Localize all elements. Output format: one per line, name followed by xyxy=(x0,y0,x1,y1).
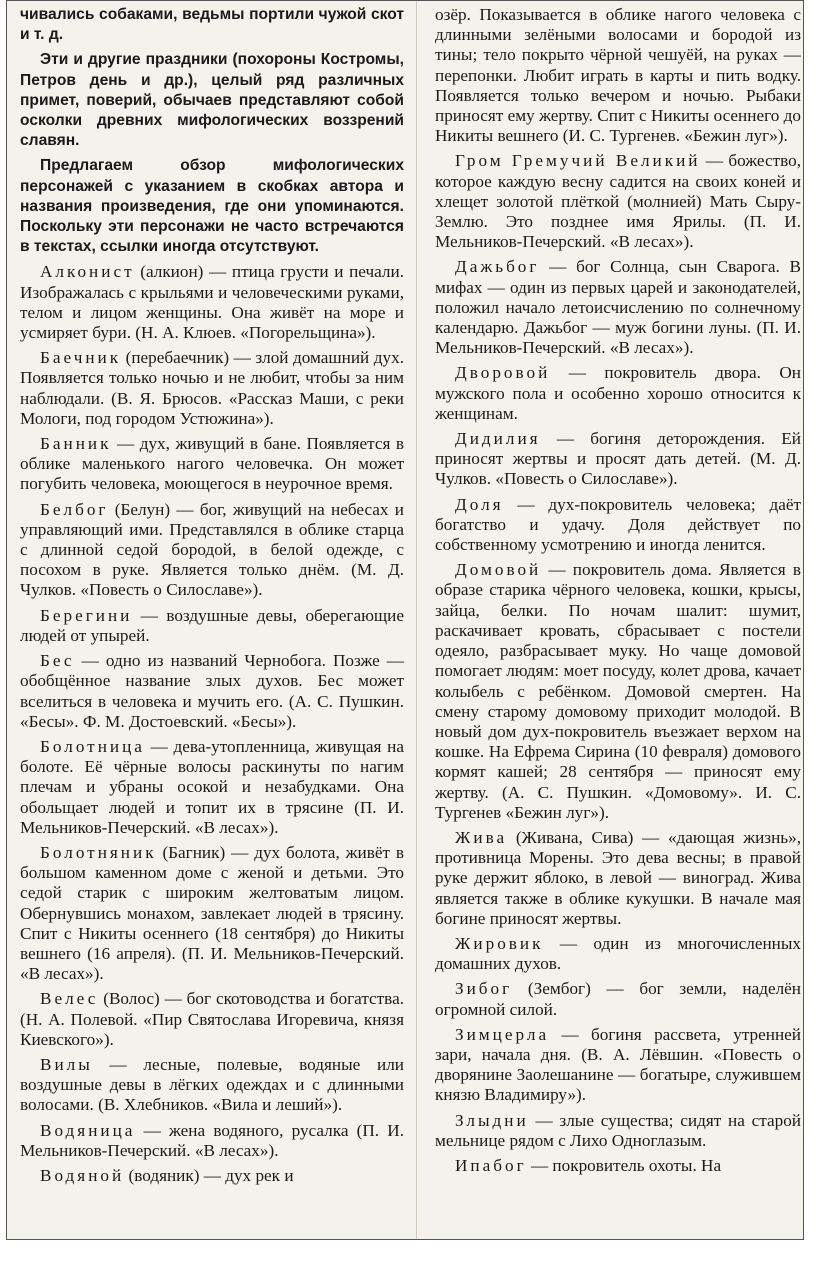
entry-text: — лесные, полевые, водяные или воздушные девы в лёгких одеждах и с длинными волосами. (В. Хлебников. «Вила и леший»). xyxy=(20,1054,404,1115)
entry-text: (Живана, Сива) — «дающая жизнь», противница Морены. Это дева весны; в правой руке держит яблоко, в левой — виноград. Жива является также в облике кукушки. В начале мая богине приносят жертвы. xyxy=(435,827,801,928)
intro-paragraph-2: Предлагаем обзор мифологических персонажей с указанием в скобках автора и названия произведения, где они упоминаются. Поскольку эти персонажи не часто встречаются в текстах, ссылки иногда отсутствуют. xyxy=(20,157,404,256)
entry-bolotnyanik xyxy=(20,843,404,984)
entry-term: Домовой xyxy=(455,560,542,580)
entry-dvorovoy xyxy=(435,363,801,424)
left-column xyxy=(20,5,404,1237)
entry-domovoy xyxy=(435,560,801,823)
entry-text: — покровитель дома. Является в образе старика чёрного человека, кошки, крысы, зайца, белки. По ночам шалит: шумит, раскачивает кровать, сбрасывает с постели одеяло, разбрасывает муку. Но чаще домовой помогает людям: моет посуду, колет дрова, качает колыбель с ребёнком. Домовой смертен. На смену старому домовому приходит молодой. В новый дом дух-покровитель въезжает верхом на кошке. На Ефрема Сирина (10 февраля) домового кормят кашей; 28 сентября — приносят ему жертву. (А. С. Пушкин. «Домовому». И. С. Тургенев «Бежин луг»). xyxy=(435,560,801,822)
entry-text: — воздушные девы, оберегающие людей от упырей. xyxy=(20,605,404,645)
entry-belbog xyxy=(20,500,404,601)
entry-term: Дворовой xyxy=(455,363,551,383)
entry-text: — дух-покровитель человека; даёт богатство и удачу. Доля действует по собственному усмотрению и иногда ленится. xyxy=(435,494,801,555)
entry-term: Дажьбог xyxy=(455,257,540,277)
entry-term: Дидилия xyxy=(455,429,541,449)
entry-term: Бес xyxy=(40,651,75,671)
entry-text: (Белун) — бог, живущий на небесах и управляющий ими. Представлялся в облике старца с длинной седой бородой, в белой одежде, с посохом в руке. Является только днём. (М. Д. Чулков. «Повесть о Силославе»). xyxy=(20,499,404,600)
entry-text: — один из многочисленных домашних духов. xyxy=(435,933,801,974)
entry-term: Велес xyxy=(40,989,99,1009)
intro-continuation: чивались собаками, ведьмы портили чужой скот и т. д. xyxy=(20,6,404,44)
vodyanoy-continuation: озёр. Показывается в облике нагого человека с длинными зелёными волосами и бородой из тины; тело покрыто чёрной чешуёй, на руках — перепонки. Любит играть в карты и пить водку. Появляется только вечером и ночью. Рыбаки приносят ему жертву. Спит с Никиты осеннего до Никиты вешнего (И. С. Тургенев. «Бежин луг»). xyxy=(435,5,801,146)
entry-term: Гром Гремучий Великий xyxy=(455,151,701,171)
entry-term: Болотняник xyxy=(40,842,157,862)
right-column xyxy=(435,5,801,1237)
entry-grom xyxy=(435,151,801,252)
entry-text: — богиня деторождения. Ей приносят жертвы и просят дать детей. (М. Д. Чулков. «Повесть о Силославе»). xyxy=(435,429,801,489)
entry-bes xyxy=(20,651,404,732)
entry-text: (Волос) — бог скотоводства и богатства. (Н. А. Полевой. «Пир Святослава Игоревича, князя Киевского»). xyxy=(20,989,404,1049)
entry-ipabog xyxy=(435,1156,801,1176)
entry-dazhbog xyxy=(435,257,801,358)
entry-text: (перебаечник) — злой домашний дух. Появляется только ночью и не любит, чтобы за ним наблюдали. (В. Я. Брюсов. «Рассказ Маши, с реки Мологи, под городом Устюжина»). xyxy=(20,348,404,428)
entry-term: Болотница xyxy=(40,736,145,756)
entry-veles xyxy=(20,989,404,1050)
entry-text: — злые существа; сидят на старой мельнице рядом с Лихо Одноглазым. xyxy=(435,1110,801,1150)
entry-term: Алконист xyxy=(40,262,135,282)
entry-text: — дух, живущий в бане. Появляется в облике маленького нагого человечка. Он может погубить человека, моющегося в неурочное время. xyxy=(20,434,404,494)
entry-dolya xyxy=(435,495,801,556)
bottom-margin xyxy=(0,1240,816,1283)
entry-vodyanoy xyxy=(20,1166,404,1186)
entry-zhirovik xyxy=(435,934,801,974)
entry-term: Жива xyxy=(455,827,508,847)
entry-text: (водяник) — дух рек и xyxy=(124,1165,294,1185)
entry-zimtserla xyxy=(435,1025,801,1106)
entry-text: — богиня рассвета, утренней зари, начала дня. (В. А. Лёвшин. «Повесть о дворянине Заолешанине — богатыре, служившем князю Владимиру»). xyxy=(435,1024,801,1105)
entry-alkonist xyxy=(20,262,404,343)
entry-beregini xyxy=(20,606,404,646)
entry-term: Водяница xyxy=(40,1120,136,1140)
column-divider xyxy=(416,1,417,1240)
entry-zlydni xyxy=(435,1111,801,1151)
entry-didiliya xyxy=(435,429,801,490)
intro-paragraph-1: Эти и другие праздники (похороны Костромы, Петров день и др.), целый ряд различных примет, поверий, обычаев представляют собой осколки древних мифологических воззрений славян. xyxy=(20,51,404,150)
entry-text: — жена водяного, русалка (П. И. Мельников-Печерский. «В лесах»). xyxy=(20,1120,404,1160)
entry-term: Ипабог xyxy=(455,1155,527,1175)
entry-text: (Багник) — дух болота, живёт в большом каменном доме с женой и детьми. Это седой старик с широким желтоватым лицом. Обернувшись монахом, завлекает людей в трясину. Спит с Никиты осеннего (18 сентября) до Никиты вешнего (16 апреля). (П. И. Мельников-Печерский. «В лесах»). xyxy=(20,842,404,984)
entry-term: Водяной xyxy=(40,1165,125,1185)
entry-term: Зибог xyxy=(455,979,513,999)
entry-zhiva xyxy=(435,828,801,929)
entry-zibog xyxy=(435,979,801,1019)
entry-term: Злыдни xyxy=(455,1110,529,1130)
entry-term: Доля xyxy=(455,494,504,514)
entry-term: Вилы xyxy=(40,1054,93,1074)
entry-bannik xyxy=(20,434,404,495)
entry-baechnik xyxy=(20,348,404,429)
entry-term: Жировик xyxy=(455,933,544,953)
entry-bolotnitsa xyxy=(20,737,404,838)
entry-text: (Зембог) — бог земли, наделён огромной силой. xyxy=(435,979,801,1019)
entry-term: Баечник xyxy=(40,348,122,368)
entry-term: Зимцерла xyxy=(455,1024,550,1044)
entry-text: — бог Солнца, сын Сварога. В мифах — один из первых царей и законодателей, положил начало летоисчислению по солнечному календарю. Дажьбог — муж богини луны. (П. И. Мельников-Печерский. «В лесах»). xyxy=(435,257,801,358)
entry-text: (алкион) — птица грусти и печали. Изображалась с крыльями и человеческими руками, телом и лицом женщины. Она живёт на море и усмиряет бури. (Н. А. Клюев. «Погорельщина»). xyxy=(20,262,404,343)
entry-vily xyxy=(20,1055,404,1116)
entry-text: — покровитель охоты. На xyxy=(526,1155,722,1175)
entry-text: — дева-утопленница, живущая на болоте. Её чёрные волосы раскинуты по нагим плечам и убраны осокой и незабудками. Она обольщает людей и топит их в трясине (П. И. Мельников-Печерский. «В лесах»). xyxy=(20,736,404,837)
entry-term: Белбог xyxy=(40,499,109,519)
entry-term: Берегини xyxy=(40,605,133,625)
entry-term: Банник xyxy=(40,434,112,454)
entry-text: — покровитель двора. Он мужского пола и особенно хорошо относится к женщинам. xyxy=(435,363,801,423)
entry-vodyanitsa xyxy=(20,1121,404,1161)
newspaper-page xyxy=(6,0,804,1240)
entry-text: — одно из названий Чернобога. Позже — обобщённое название злых духов. Бес может вселиться в человека и мучить его. (А. С. Пушкин. «Бесы». Ф. М. Достоевский. «Бесы»). xyxy=(20,651,404,731)
entry-text: — божество, которое каждую весну садится на своих коней и хлещет золотой плёткой (молнией) Мать Сыру-Землю. Это позднее имя Ярилы. (П. И. Мельников-Печерский. «В лесах»). xyxy=(435,151,801,252)
